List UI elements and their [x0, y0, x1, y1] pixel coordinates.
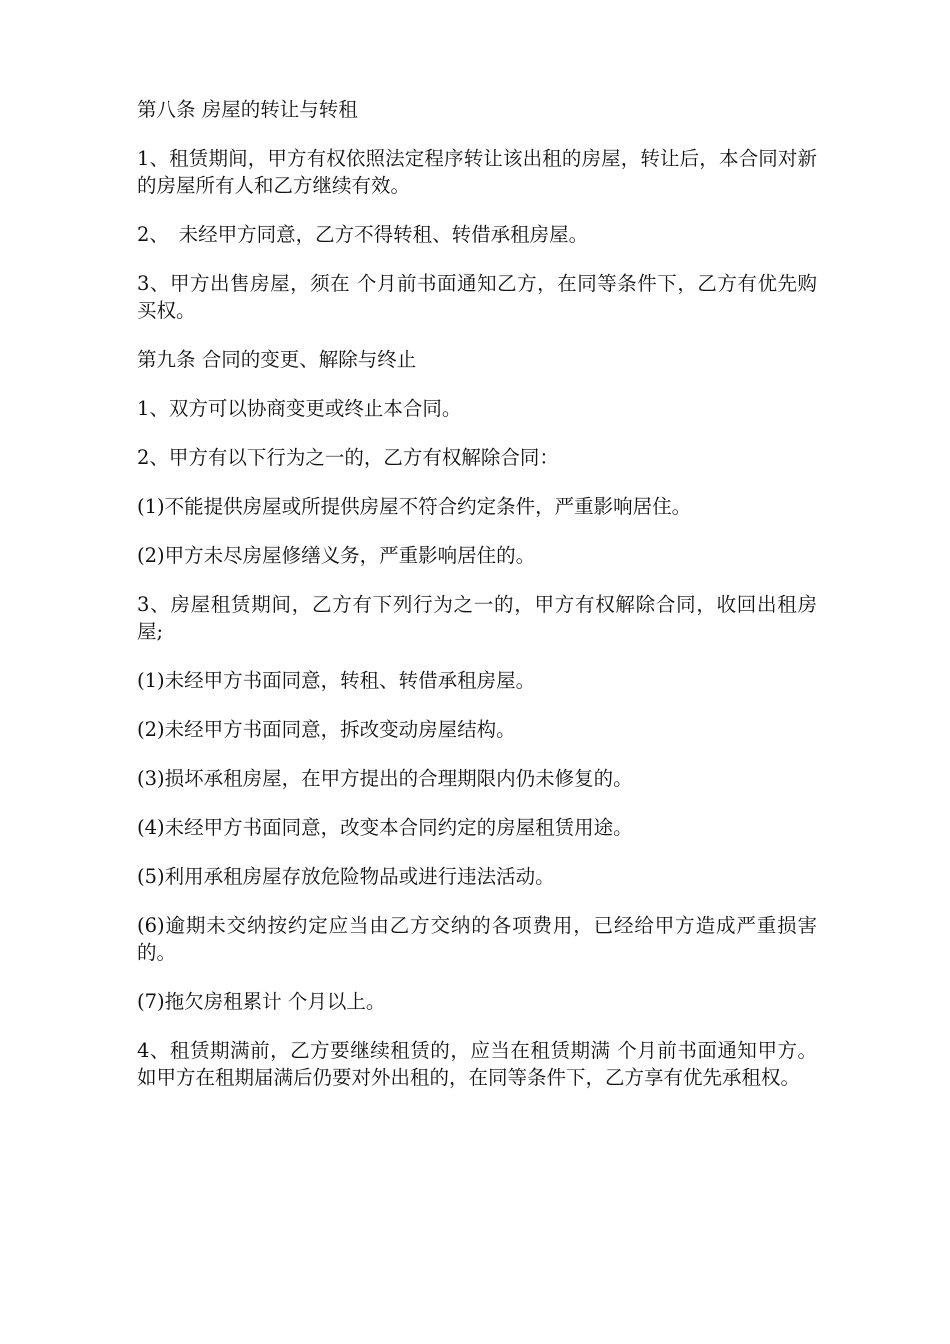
paragraph-subitem: (1)不能提供房屋或所提供房屋不符合约定条件，严重影响居住。: [137, 495, 692, 518]
paragraph-clause: 1、双方可以协商变更或终止本合同。: [137, 397, 462, 420]
paragraph-subitem: (3)损坏承租房屋，在甲方提出的合理期限内仍未修复的。: [137, 767, 633, 790]
paragraph-clause: 3、房屋租赁期间，乙方有下列行为之一的，甲方有权解除合同，收回出租房屋;: [137, 593, 817, 643]
paragraph-subitem: (4)未经甲方书面同意，改变本合同约定的房屋租赁用途。: [137, 816, 633, 839]
paragraph-subitem: (6)逾期未交纳按约定应当由乙方交纳的各项费用，已经给甲方造成严重损害的。: [137, 914, 817, 964]
paragraph-subitem: (1)未经甲方书面同意，转租、转借承租房屋。: [137, 669, 536, 692]
paragraph-subitem: (2)未经甲方书面同意，拆改变动房屋结构。: [137, 718, 516, 741]
section-heading-article-9: 第九条 合同的变更、解除与终止: [137, 348, 417, 371]
paragraph-clause: 2、 未经甲方同意，乙方不得转租、转借承租房屋。: [137, 223, 589, 246]
section-heading-article-8: 第八条 房屋的转让与转租: [137, 98, 358, 121]
paragraph-clause: 3、甲方出售房屋，须在 个月前书面通知乙方，在同等条件下，乙方有优先购买权。: [137, 272, 817, 322]
paragraph-subitem: (5)利用承租房屋存放危险物品或进行违法活动。: [137, 865, 555, 888]
paragraph-clause: 2、甲方有以下行为之一的，乙方有权解除合同：: [137, 446, 559, 469]
document-page: [137, 96, 817, 1113]
paragraph-clause: 1、租赁期间，甲方有权依照法定程序转让该出租的房屋，转让后，本合同对新的房屋所有人和乙方继续有效。: [137, 147, 817, 197]
paragraph-subitem: (2)甲方未尽房屋修缮义务，严重影响居住的。: [137, 544, 536, 567]
paragraph-clause: 4、租赁期满前，乙方要继续租赁的，应当在租赁期满 个月前书面通知甲方。如甲方在租期届满后仍要对外出租的，在同等条件下，乙方享有优先承租权。: [137, 1039, 817, 1089]
paragraph-subitem: (7)拖欠房租累计 个月以上。: [137, 990, 386, 1013]
